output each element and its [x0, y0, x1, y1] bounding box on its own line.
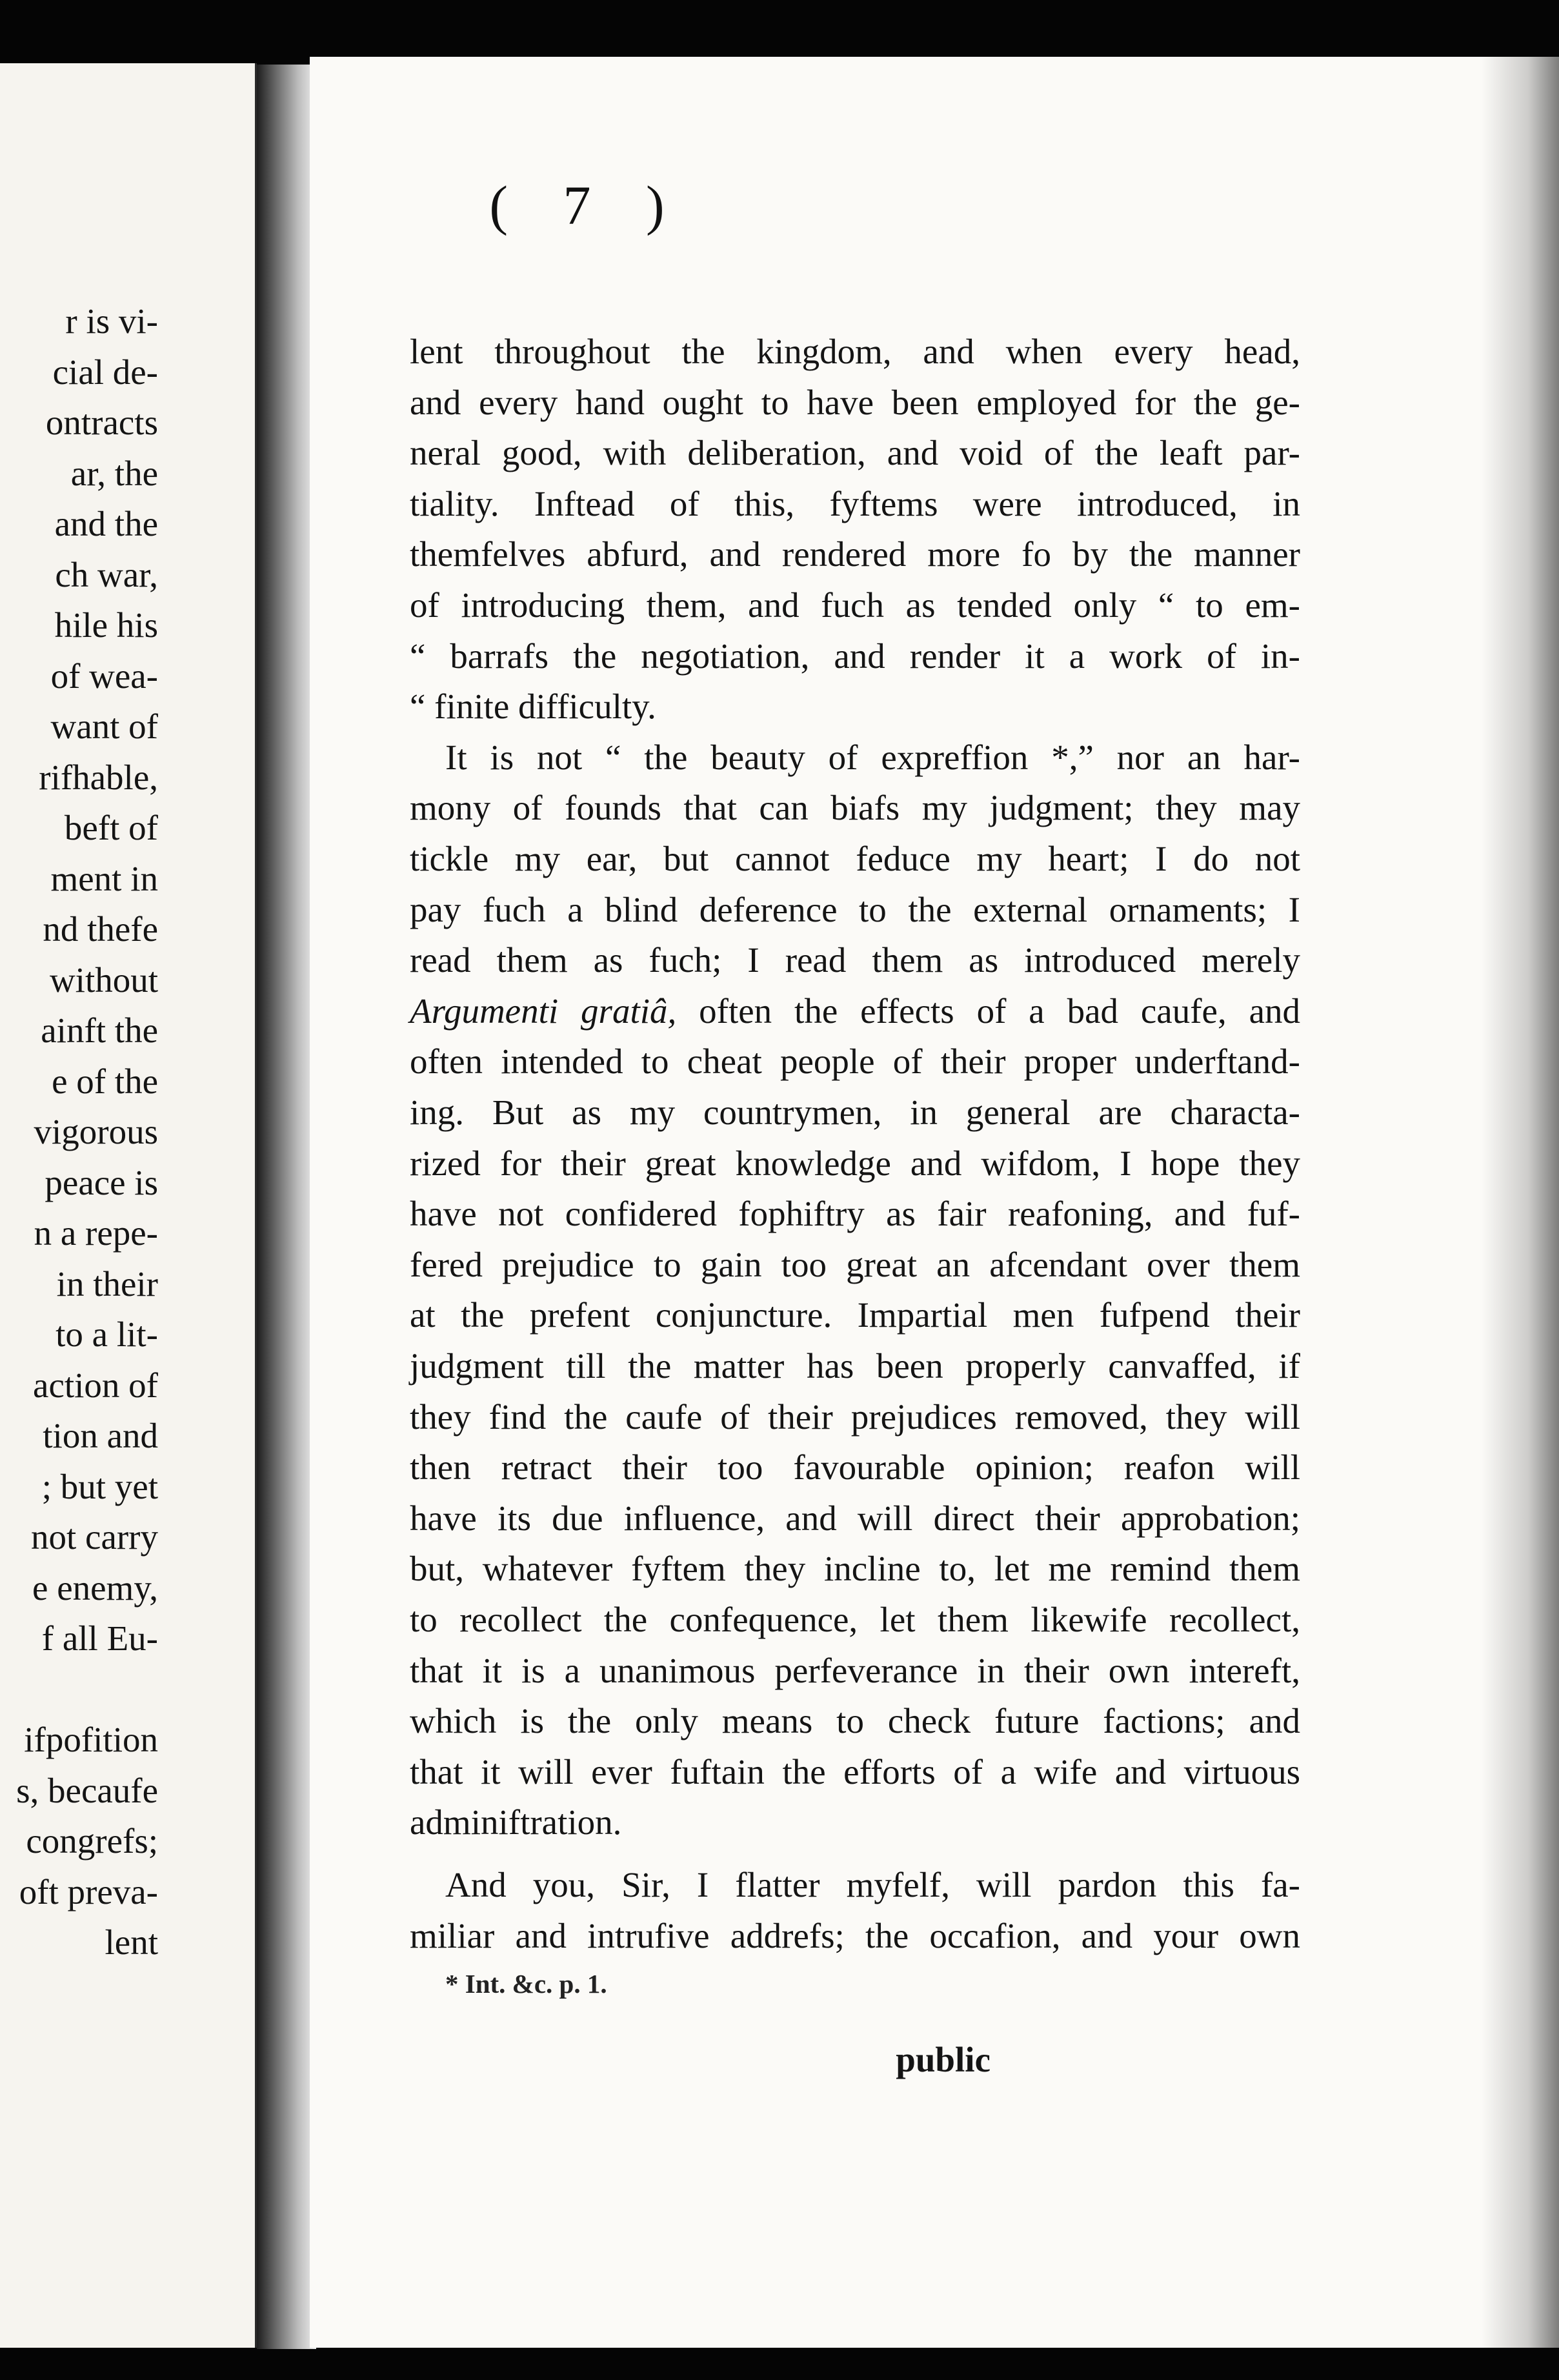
text-line: adminiftration. — [410, 1802, 622, 1842]
page-edge-shadow — [1482, 57, 1559, 2348]
text-line: mony of founds that can biafs my judgment; they may — [410, 788, 1300, 828]
text-line: rized for their great knowledge and wifdom, I hope they — [410, 1143, 1300, 1183]
text-line: that it will ever fuftain the efforts of a wife and virtuous — [410, 1751, 1300, 1791]
left-page-line: beft of — [64, 808, 158, 847]
text-line: And you, Sir, I flatter myfelf, will pardon this fa- — [445, 1865, 1300, 1904]
left-page-line: congrefs; — [26, 1821, 158, 1861]
text-line: themfelves abfurd, and rendered more fo by the manner — [410, 534, 1300, 574]
left-page-line: cial de- — [52, 352, 158, 392]
left-page-line: tion and — [43, 1416, 158, 1455]
left-page-line: hile his — [54, 605, 158, 645]
page-number: ( 7 ) — [489, 174, 685, 236]
text-line: Argumenti gratiâ, often the effects of a bad caufe, and — [410, 991, 1300, 1031]
text-line: fered prejudice to gain too great an afcendant over them — [410, 1244, 1300, 1284]
left-page-line: nd thefe — [43, 909, 158, 949]
footnote: * Int. &c. p. 1. — [445, 1969, 607, 1999]
left-page-line: ment in — [50, 858, 158, 898]
text-line: and every hand ought to have been employed for the ge- — [410, 382, 1300, 422]
text-line: “ finite difficulty. — [410, 687, 656, 727]
left-page-line: s, becaufe — [16, 1770, 158, 1810]
left-page-line: ar, the — [70, 453, 158, 493]
text-line: lent throughout the kingdom, and when every head, — [410, 332, 1300, 371]
text-line: then retract their too favourable opinion; reafon will — [410, 1447, 1300, 1488]
text-line: tiality. Inftead of this, fyftems were introduced, in — [410, 483, 1300, 523]
left-page-line: action of — [33, 1365, 158, 1405]
text-line: miliar and intrufive addrefs; the occafion, and your own — [410, 1915, 1300, 1955]
text-line: read them as fuch; I read them as introduced merely — [410, 940, 1300, 980]
left-page-line: without — [49, 960, 158, 1000]
text-line: but, whatever fyftem they incline to, let me remind them — [410, 1549, 1300, 1589]
left-page-line: to a lit- — [55, 1315, 158, 1354]
left-page-line: in their — [56, 1264, 158, 1304]
text-line: have its due influence, and will direct their approbation; — [410, 1498, 1300, 1538]
text-line: they find the caufe of their prejudices removed, they will — [410, 1397, 1300, 1437]
left-page-line: ainft the — [41, 1011, 158, 1050]
left-page-line: rifhable, — [39, 757, 158, 797]
left-page-line: want of — [50, 707, 158, 746]
text-line: at the prefent conjuncture. Impartial men fufpend their — [410, 1295, 1300, 1335]
left-page-line: ontracts — [45, 403, 158, 442]
left-page-line: e enemy, — [32, 1568, 158, 1608]
left-page-line: not carry — [31, 1517, 158, 1557]
text-line: which is the only means to check future factions; and — [410, 1701, 1300, 1741]
catchword: public — [896, 2040, 991, 2079]
left-page-line: r is vi- — [65, 301, 158, 341]
text-line: often intended to cheat people of their proper underftand- — [410, 1042, 1300, 1082]
text-line: to recollect the confequence, let them likewife recollect, — [410, 1600, 1300, 1639]
text-line: pay fuch a blind deference to the external ornaments; I — [410, 889, 1300, 929]
left-page-line: lent — [105, 1922, 158, 1962]
text-line: of introducing them, and fuch as tended only “ to em- — [410, 585, 1300, 625]
text-line: have not confidered fophiftry as fair reafoning, and fuf- — [410, 1194, 1300, 1234]
left-page-line: oft preva- — [19, 1871, 158, 1911]
text-line: tickle my ear, but cannot feduce my heart; I do not — [410, 839, 1300, 878]
left-page-line: e of the — [52, 1061, 158, 1101]
text-line: It is not “ the beauty of expreffion *,” nor an har- — [445, 737, 1300, 777]
left-page-line: ifpofition — [24, 1720, 158, 1759]
text-line: neral good, with deliberation, and void of the leaft par- — [410, 433, 1300, 473]
text-line: that it is a unanimous perfeverance in their own intereft, — [410, 1650, 1300, 1690]
left-page-line: ch war, — [55, 554, 158, 594]
text-line: “ barrafs the negotiation, and render it a work of in- — [410, 636, 1300, 676]
text-line: ing. But as my countrymen, in general are characta- — [410, 1093, 1300, 1132]
right-page — [310, 57, 1559, 2348]
left-page-line: ; but yet — [41, 1466, 158, 1506]
text-line: judgment till the matter has been properly canvaffed, if — [410, 1346, 1300, 1386]
left-page-line: of wea- — [50, 656, 158, 696]
left-page-line: and the — [54, 504, 158, 543]
left-page-line: n a repe- — [34, 1213, 158, 1253]
left-page-line: vigorous — [34, 1112, 158, 1151]
book-gutter — [257, 65, 316, 2349]
left-page-line: peace is — [45, 1162, 158, 1202]
left-page-line: f all Eu- — [41, 1619, 158, 1658]
left-page — [0, 63, 257, 2348]
